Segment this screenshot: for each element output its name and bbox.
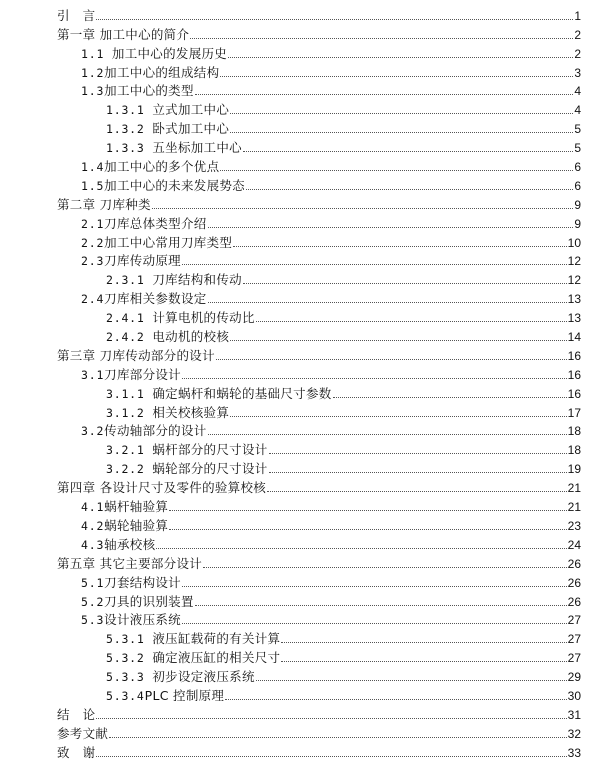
table-of-contents bbox=[0, 5, 604, 761]
toc-entry[interactable] bbox=[0, 496, 604, 515]
toc-entry-number: 2.4.1 bbox=[106, 311, 153, 326]
toc-entry-text: 加工中心的多个优点 bbox=[104, 159, 220, 175]
toc-entry-text: 第五章 其它主要部分设计 bbox=[57, 555, 203, 571]
toc-entry[interactable] bbox=[0, 704, 604, 723]
dot-leader bbox=[230, 340, 566, 341]
toc-entry-title bbox=[106, 140, 242, 156]
toc-entry-title bbox=[106, 102, 229, 118]
toc-entry-page: 31 bbox=[567, 707, 581, 722]
toc-entry-text: 刀库传动原理 bbox=[104, 253, 181, 269]
toc-entry[interactable] bbox=[0, 213, 604, 232]
dot-leader bbox=[203, 567, 567, 568]
toc-entry[interactable] bbox=[0, 137, 604, 156]
toc-entry[interactable] bbox=[0, 383, 604, 402]
toc-entry[interactable] bbox=[0, 610, 604, 629]
toc-entry[interactable] bbox=[0, 156, 604, 175]
toc-entry-text: 液压缸载荷的有关计算 bbox=[152, 631, 281, 647]
toc-entry[interactable] bbox=[0, 251, 604, 270]
dot-leader bbox=[243, 283, 567, 284]
toc-entry[interactable] bbox=[0, 439, 604, 458]
toc-entry-number: 3.2 bbox=[81, 424, 105, 439]
toc-entry-text: 刀具的识别装置 bbox=[104, 593, 194, 609]
toc-entry-text: 刀库相关参数设定 bbox=[104, 291, 207, 307]
toc-entry-title bbox=[81, 518, 168, 534]
toc-entry-number: 2.2 bbox=[81, 235, 105, 250]
dot-leader bbox=[230, 132, 573, 133]
toc-entry[interactable] bbox=[0, 477, 604, 496]
toc-entry[interactable] bbox=[0, 62, 604, 81]
toc-entry-page: 30 bbox=[567, 688, 581, 703]
toc-entry-title bbox=[57, 745, 95, 761]
toc-entry-title bbox=[81, 65, 219, 81]
toc-entry-page: 2 bbox=[574, 27, 581, 42]
toc-entry-page: 19 bbox=[567, 462, 581, 477]
dot-leader bbox=[208, 434, 567, 435]
toc-entry[interactable] bbox=[0, 269, 604, 288]
toc-entry-number: 5.1 bbox=[81, 575, 105, 590]
toc-entry-page: 16 bbox=[567, 348, 581, 363]
toc-entry-title bbox=[106, 631, 280, 647]
dot-leader bbox=[256, 321, 567, 322]
dot-leader bbox=[267, 491, 567, 492]
toc-entry-number: 5.3.4 bbox=[106, 688, 145, 703]
toc-entry-title bbox=[81, 253, 181, 269]
toc-entry-page: 14 bbox=[567, 330, 581, 345]
toc-entry[interactable] bbox=[0, 345, 604, 364]
toc-entry-page: 6 bbox=[574, 178, 581, 193]
toc-entry-page: 9 bbox=[574, 197, 581, 212]
dot-leader bbox=[281, 642, 566, 643]
toc-entry[interactable] bbox=[0, 628, 604, 647]
toc-entry-number: 2.1 bbox=[81, 216, 105, 231]
dot-leader bbox=[195, 94, 574, 95]
toc-entry-page: 16 bbox=[567, 386, 581, 401]
toc-entry[interactable] bbox=[0, 458, 604, 477]
toc-entry-number: 1.3 bbox=[81, 84, 105, 99]
toc-entry-page: 10 bbox=[567, 235, 581, 250]
toc-entry[interactable] bbox=[0, 534, 604, 553]
toc-entry-page: 32 bbox=[567, 726, 581, 741]
toc-entry-number: 5.3.3 bbox=[106, 670, 153, 685]
toc-entry-page: 5 bbox=[574, 141, 581, 156]
toc-entry[interactable] bbox=[0, 666, 604, 685]
dot-leader bbox=[182, 586, 567, 587]
dot-leader bbox=[216, 359, 567, 360]
toc-entry-title bbox=[57, 197, 151, 213]
toc-entry[interactable] bbox=[0, 194, 604, 213]
toc-entry-text: 电动机的校核 bbox=[152, 329, 230, 345]
toc-entry-text: 五坐标加工中心 bbox=[152, 140, 242, 156]
dot-leader bbox=[195, 605, 567, 606]
toc-entry[interactable] bbox=[0, 553, 604, 572]
dot-leader bbox=[182, 623, 567, 624]
toc-entry-text: 确定液压缸的相关尺寸 bbox=[152, 650, 281, 666]
toc-entry[interactable] bbox=[0, 5, 604, 24]
toc-entry-title bbox=[106, 272, 242, 288]
toc-entry[interactable] bbox=[0, 591, 604, 610]
toc-entry-page: 18 bbox=[567, 424, 581, 439]
toc-entry-text: 蜗杆轴验算 bbox=[104, 499, 169, 515]
toc-entry-text: 计算电机的传动比 bbox=[152, 310, 255, 326]
toc-entry-text: 加工中心的发展历史 bbox=[111, 45, 228, 61]
toc-entry-text: 致 谢 bbox=[57, 744, 96, 760]
dot-leader bbox=[96, 19, 573, 20]
toc-entry[interactable] bbox=[0, 421, 604, 440]
toc-entry-title bbox=[57, 707, 95, 723]
toc-entry-page: 24 bbox=[567, 537, 581, 552]
toc-entry[interactable] bbox=[0, 24, 604, 43]
toc-entry-title bbox=[57, 556, 202, 572]
toc-entry-text: 加工中心的组成结构 bbox=[104, 64, 220, 80]
toc-entry-text: 刀套结构设计 bbox=[104, 574, 181, 590]
toc-entry-title bbox=[81, 612, 181, 628]
toc-entry-page: 3 bbox=[574, 65, 581, 80]
toc-entry-number: 5.2 bbox=[81, 594, 105, 609]
toc-entry-page: 16 bbox=[567, 367, 581, 382]
toc-entry-title bbox=[81, 367, 181, 383]
toc-entry-title bbox=[57, 480, 266, 496]
toc-entry-text: 加工中心的类型 bbox=[104, 83, 194, 99]
toc-entry[interactable] bbox=[0, 364, 604, 383]
toc-entry-page: 33 bbox=[567, 745, 581, 760]
toc-entry-text: 刀库部分设计 bbox=[104, 366, 181, 382]
toc-entry-text: 蜗轮部分的尺寸设计 bbox=[152, 461, 268, 477]
toc-entry[interactable] bbox=[0, 43, 604, 62]
toc-entry-number: 3.2.2 bbox=[106, 462, 153, 477]
dot-leader bbox=[269, 472, 567, 473]
toc-entry-title bbox=[106, 121, 229, 137]
dot-leader bbox=[225, 699, 566, 700]
toc-entry-title bbox=[106, 310, 255, 326]
dot-leader bbox=[156, 548, 566, 549]
toc-entry-title bbox=[81, 537, 155, 553]
toc-entry-title bbox=[57, 348, 215, 364]
toc-entry[interactable] bbox=[0, 81, 604, 100]
toc-entry-text: 立式加工中心 bbox=[152, 102, 230, 118]
toc-entry-title bbox=[106, 405, 229, 421]
toc-entry-page: 13 bbox=[567, 292, 581, 307]
toc-entry-title bbox=[106, 461, 268, 477]
toc-entry-text: 确定蜗杆和蜗轮的基础尺寸参数 bbox=[152, 385, 332, 401]
toc-entry[interactable] bbox=[0, 402, 604, 421]
toc-entry-page: 26 bbox=[567, 556, 581, 571]
dot-leader bbox=[169, 529, 566, 530]
toc-entry-text: 蜗轮轴验算 bbox=[104, 517, 169, 533]
toc-entry-text: 第三章 刀库传动部分的设计 bbox=[57, 347, 215, 363]
toc-entry-text: 卧式加工中心 bbox=[152, 121, 230, 137]
toc-entry-number: 4.1 bbox=[81, 500, 105, 515]
toc-entry[interactable] bbox=[0, 99, 604, 118]
toc-entry-number: 1.3.1 bbox=[106, 103, 153, 118]
toc-entry-page: 29 bbox=[567, 670, 581, 685]
toc-entry-page: 4 bbox=[574, 103, 581, 118]
toc-entry-page: 9 bbox=[574, 216, 581, 231]
toc-entry-text: 蜗杆部分的尺寸设计 bbox=[152, 442, 268, 458]
toc-entry-text: 轴承校核 bbox=[104, 536, 156, 552]
toc-entry-title bbox=[81, 594, 194, 610]
toc-entry[interactable] bbox=[0, 723, 604, 742]
dot-leader bbox=[96, 718, 566, 719]
toc-entry-title bbox=[81, 178, 245, 194]
toc-entry-page: 12 bbox=[567, 254, 581, 269]
toc-entry-text: 第四章 各设计尺寸及零件的验算校核 bbox=[57, 480, 267, 496]
toc-entry-number: 1.3.2 bbox=[106, 122, 153, 137]
toc-entry-page: 13 bbox=[567, 311, 581, 326]
toc-entry[interactable] bbox=[0, 232, 604, 251]
toc-entry-page: 4 bbox=[574, 84, 581, 99]
toc-entry-text: PLC 控制原理 bbox=[144, 687, 225, 703]
toc-entry-number: 1.3.3 bbox=[106, 141, 153, 156]
toc-entry-number: 2.3.1 bbox=[106, 273, 153, 288]
toc-entry-number: 3.1.1 bbox=[106, 386, 153, 401]
dot-leader bbox=[182, 378, 567, 379]
toc-entry-title bbox=[81, 216, 207, 232]
toc-entry-page: 27 bbox=[567, 613, 581, 628]
toc-entry-page: 6 bbox=[574, 160, 581, 175]
toc-entry-number: 4.3 bbox=[81, 537, 105, 552]
toc-entry-number: 3.1.2 bbox=[106, 405, 153, 420]
toc-entry-page: 23 bbox=[567, 518, 581, 533]
dot-leader bbox=[233, 246, 566, 247]
toc-entry-title bbox=[81, 46, 227, 62]
dot-leader bbox=[281, 661, 566, 662]
toc-entry-page: 12 bbox=[567, 273, 581, 288]
toc-entry-number: 4.2 bbox=[81, 518, 105, 533]
toc-entry-number: 1.2 bbox=[81, 65, 105, 80]
toc-entry-title bbox=[81, 235, 232, 251]
toc-entry-title bbox=[106, 442, 268, 458]
dot-leader bbox=[228, 57, 573, 58]
toc-entry[interactable] bbox=[0, 515, 604, 534]
toc-entry-title bbox=[81, 83, 194, 99]
dot-leader bbox=[220, 76, 573, 77]
dot-leader bbox=[169, 510, 566, 511]
toc-entry-title bbox=[81, 159, 219, 175]
dot-leader bbox=[256, 680, 567, 681]
toc-entry-page: 26 bbox=[567, 594, 581, 609]
toc-entry-text: 加工中心常用刀库类型 bbox=[104, 234, 233, 250]
toc-entry-page: 18 bbox=[567, 443, 581, 458]
toc-entry-title bbox=[57, 726, 108, 742]
toc-entry-text: 相关校核验算 bbox=[152, 404, 230, 420]
toc-entry[interactable] bbox=[0, 307, 604, 326]
toc-entry-text: 刀库结构和传动 bbox=[152, 272, 242, 288]
toc-entry[interactable] bbox=[0, 685, 604, 704]
dot-leader bbox=[243, 151, 573, 152]
toc-entry-number: 5.3.2 bbox=[106, 651, 153, 666]
toc-entry-title bbox=[57, 27, 189, 43]
toc-entry-number: 1.4 bbox=[81, 160, 105, 175]
toc-entry-text: 传动轴部分的设计 bbox=[104, 423, 207, 439]
toc-entry-title bbox=[106, 329, 229, 345]
toc-entry[interactable] bbox=[0, 175, 604, 194]
dot-leader bbox=[230, 416, 566, 417]
dot-leader bbox=[182, 264, 567, 265]
dot-leader bbox=[96, 756, 566, 757]
toc-entry-text: 第二章 刀库种类 bbox=[57, 196, 151, 212]
toc-entry-title bbox=[106, 386, 332, 402]
toc-entry-title bbox=[106, 688, 224, 704]
toc-entry-number: 2.3 bbox=[81, 254, 105, 269]
toc-entry-text: 引 言 bbox=[57, 7, 96, 23]
toc-entry-text: 参考文献 bbox=[57, 725, 109, 741]
toc-entry-number: 1.1 bbox=[81, 46, 112, 61]
toc-entry-page: 5 bbox=[574, 122, 581, 137]
toc-entry[interactable] bbox=[0, 326, 604, 345]
toc-entry-text: 设计液压系统 bbox=[104, 612, 181, 628]
toc-entry-title bbox=[81, 499, 168, 515]
toc-entry-page: 27 bbox=[567, 632, 581, 647]
toc-entry-number: 2.4.2 bbox=[106, 330, 153, 345]
toc-entry-page: 26 bbox=[567, 575, 581, 590]
dot-leader bbox=[190, 38, 573, 39]
toc-entry-page: 21 bbox=[567, 481, 581, 496]
toc-entry-page: 17 bbox=[567, 405, 581, 420]
toc-entry[interactable] bbox=[0, 572, 604, 591]
toc-entry-title bbox=[81, 575, 181, 591]
toc-entry-page: 1 bbox=[574, 8, 581, 23]
dot-leader bbox=[109, 737, 566, 738]
dot-leader bbox=[246, 189, 573, 190]
toc-entry-title bbox=[81, 291, 207, 307]
toc-entry-number: 3.2.1 bbox=[106, 443, 153, 458]
toc-entry[interactable] bbox=[0, 118, 604, 137]
toc-entry-number: 5.3.1 bbox=[106, 632, 153, 647]
toc-entry-number: 3.1 bbox=[81, 367, 105, 382]
toc-entry-page: 27 bbox=[567, 651, 581, 666]
dot-leader bbox=[152, 208, 573, 209]
toc-entry-title bbox=[106, 650, 280, 666]
dot-leader bbox=[208, 302, 567, 303]
toc-entry-text: 结 论 bbox=[57, 706, 96, 722]
toc-entry-text: 初步设定液压系统 bbox=[152, 669, 255, 685]
toc-entry-title bbox=[57, 8, 95, 24]
dot-leader bbox=[333, 397, 567, 398]
toc-entry-text: 第一章 加工中心的简介 bbox=[57, 26, 190, 42]
dot-leader bbox=[230, 113, 573, 114]
toc-entry-title bbox=[81, 423, 207, 439]
dot-leader bbox=[269, 453, 567, 454]
toc-entry-number: 2.4 bbox=[81, 292, 105, 307]
toc-entry[interactable] bbox=[0, 288, 604, 307]
toc-entry-page: 2 bbox=[574, 46, 581, 61]
toc-entry[interactable] bbox=[0, 742, 604, 761]
dot-leader bbox=[208, 227, 574, 228]
toc-entry-page: 21 bbox=[567, 500, 581, 515]
dot-leader bbox=[220, 170, 573, 171]
toc-entry-title bbox=[106, 669, 255, 685]
toc-entry-text: 加工中心的未来发展势态 bbox=[104, 177, 245, 193]
toc-entry-text: 刀库总体类型介绍 bbox=[104, 215, 207, 231]
toc-entry-number: 5.3 bbox=[81, 613, 105, 628]
toc-entry[interactable] bbox=[0, 647, 604, 666]
toc-entry-number: 1.5 bbox=[81, 178, 105, 193]
